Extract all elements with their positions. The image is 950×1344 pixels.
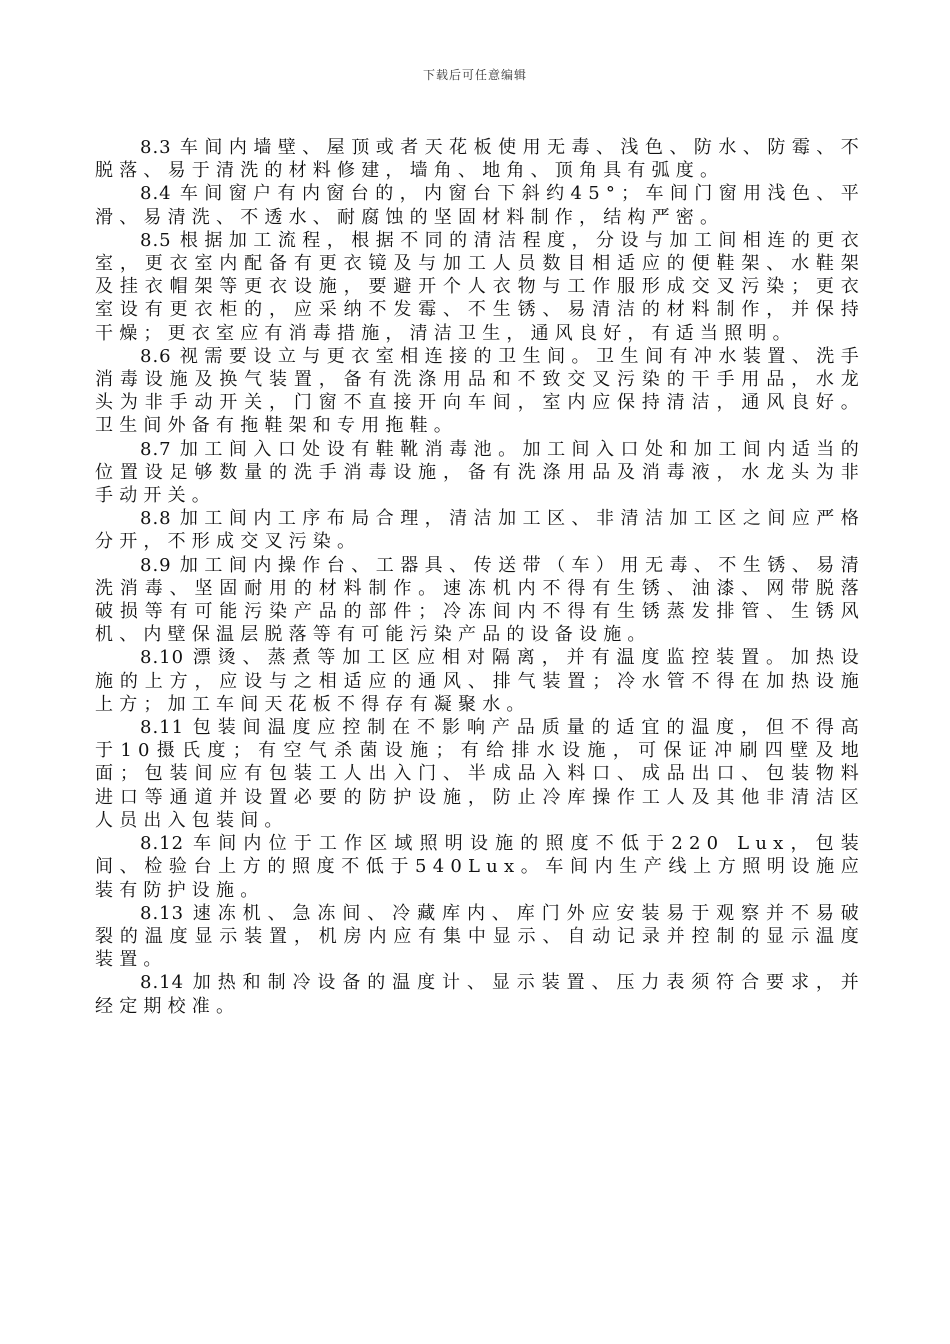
clause-number: 8.7 xyxy=(140,438,172,460)
clause-number: 8.14 xyxy=(140,972,185,994)
clause-number: 8.6 xyxy=(140,345,172,367)
paragraph-text: 速冻机、急冻间、冷藏库内、库门外应安装易于观察并不易破裂的温度显示装置，机房内应有集中显示、自动记录并控制的显示温度装置。 xyxy=(95,902,865,971)
paragraph-8-10 xyxy=(95,646,865,716)
clause-number: 8.10 xyxy=(140,647,185,669)
clause-number: 8.9 xyxy=(140,554,172,576)
paragraph-text: 加工间内工序布局合理，清洁加工区、非清洁加工区之间应严格分开，不形成交叉污染。 xyxy=(95,508,865,553)
paragraph-8-12 xyxy=(95,832,865,902)
page-header: 下载后可任意编辑 xyxy=(422,68,527,82)
clause-number: 8.5 xyxy=(140,229,172,251)
clause-number: 8.8 xyxy=(140,508,172,530)
clause-number: 8.4 xyxy=(140,183,172,205)
paragraph-text: 车间内墙壁、屋顶或者天花板使用无毒、浅色、防水、防霉、不脱落、易于清洗的材料修建，墙角、地角、顶角具有弧度。 xyxy=(95,137,865,182)
paragraph-text: 漂烫、蒸煮等加工区应相对隔离，并有温度监控装置。加热设施的上方，应设与之相适应的通风、排气装置；冷水管不得在加热设施上方；加工车间天花板不得存有凝聚水。 xyxy=(95,647,865,715)
paragraph-text: 车间内位于工作区域照明设施的照度不低于220 Lux，包装间、检验台上方的照度不低于540Lux。车间内生产线上方照明设施应装有防护设施。 xyxy=(95,833,865,901)
clause-number: 8.13 xyxy=(140,902,185,924)
paragraph-8-3 xyxy=(95,136,865,182)
paragraph-8-9 xyxy=(95,554,865,647)
paragraph-text: 加工间入口处设有鞋靴消毒池。加工间入口处和加工间内适当的位置设足够数量的洗手消毒设施，备有洗涤用品及消毒液，水龙头为非手动开关。 xyxy=(95,438,865,507)
paragraph-text: 车间窗户有内窗台的，内窗台下斜约45°；车间门窗用浅色、平滑、易清洗、不透水、耐腐蚀的坚固材料制作，结构严密。 xyxy=(95,183,865,228)
clause-number: 8.12 xyxy=(140,833,185,855)
paragraph-text: 视需要设立与更衣室相连接的卫生间。卫生间有冲水装置、洗手消毒设施及换气装置，备有洗涤用品和不致交叉污染的干手用品，水龙头为非手动开关，门窗不直接开向车间，室内应保持清洁，通风良好。卫生间外备有拖鞋架和专用拖鞋。 xyxy=(95,345,865,437)
paragraph-8-7 xyxy=(95,438,865,508)
paragraph-8-13 xyxy=(95,902,865,972)
clause-number: 8.3 xyxy=(140,137,172,158)
paragraph-8-4 xyxy=(95,182,865,228)
paragraph-text: 包装间温度应控制在不影响产品质量的适宜的温度，但不得高于10摄氏度；有空气杀菌设施；有给排水设施，可保证冲刷四壁及地面；包装间应有包装工人出入门、半成品入料口、成品出口、包装物料进口等通道并设置必要的防护设施，防止冷库操作工人及其他非清洁区人员出入包装间。 xyxy=(95,717,865,831)
paragraph-8-5 xyxy=(95,229,865,345)
paragraph-text: 加工间内操作台、工器具、传送带（车）用无毒、不生锈、易清洗消毒、坚固耐用的材料制作。速冻机内不得有生锈、油漆、网带脱落破损等有可能污染产品的部件；冷冻间内不得有生锈蒸发排管、生锈风机、内壁保温层脱落等有可能污染产品的设备设施。 xyxy=(95,554,865,646)
document-body xyxy=(95,136,865,1018)
paragraph-8-11 xyxy=(95,716,865,832)
paragraph-text: 加热和制冷设备的温度计、显示装置、压力表须符合要求，并经定期校准。 xyxy=(95,972,865,1017)
paragraph-8-6 xyxy=(95,345,865,438)
paragraph-8-14 xyxy=(95,971,865,1017)
paragraph-text: 根据加工流程，根据不同的清洁程度，分设与加工间相连的更衣室，更衣室内配备有更衣镜及与加工人员数目相适应的便鞋架、水鞋架及挂衣帽架等更衣设施，要避开个人衣物与工作服形成交叉污染；更衣室设有更衣柜的，应采纳不发霉、不生锈、易清洁的材料制作，并保持干燥；更衣室应有消毒措施，清洁卫生，通风良好，有适当照明。 xyxy=(95,229,865,344)
paragraph-8-8 xyxy=(95,507,865,553)
clause-number: 8.11 xyxy=(140,717,185,739)
